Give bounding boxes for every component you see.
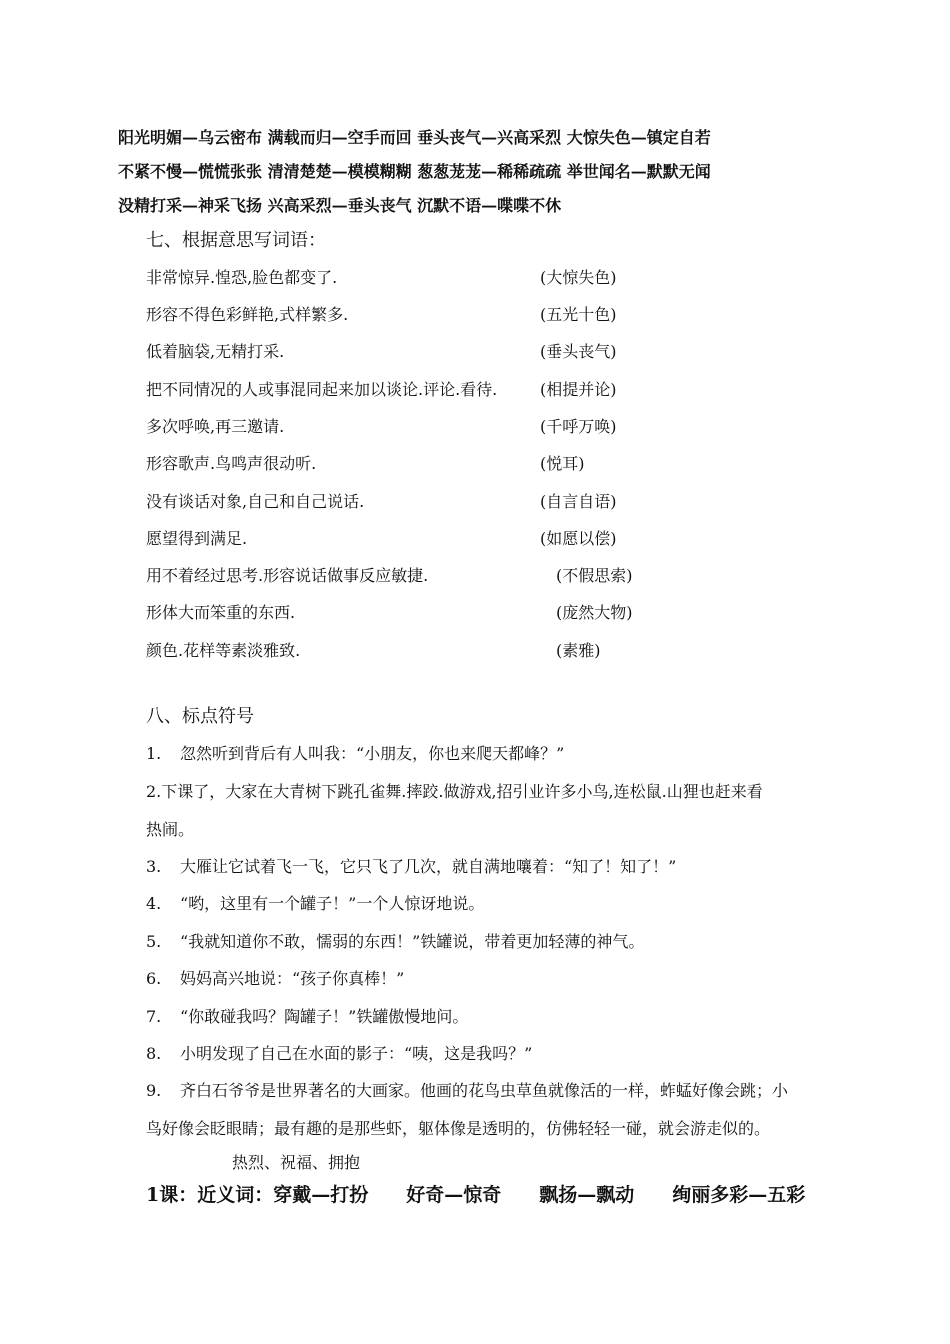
punct-item-2-cont: 热闹。 <box>146 820 195 839</box>
meaning-9: 用不着经过思考.形容说话做事反应敏捷. <box>146 566 429 585</box>
item-number: 7. <box>146 1007 162 1026</box>
item-number: 5. <box>146 932 162 951</box>
item-number: 9. <box>146 1081 162 1100</box>
antonym-line-3: 没精打采—神采飞扬 兴高采烈—垂头丧气 沉默不语—喋喋不休 <box>118 196 562 215</box>
punct-item-7 <box>146 1007 468 1027</box>
punct-item-3 <box>146 857 676 877</box>
meaning-4: 把不同情况的人或事混同起来加以谈论.评论.看待. <box>146 380 498 399</box>
item-number: 4. <box>146 894 162 913</box>
answer-7: (自言自语) <box>540 492 617 511</box>
punct-item-8 <box>146 1044 532 1064</box>
item-number: 2. <box>146 782 162 801</box>
meaning-1: 非常惊异.惶恐,脸色都变了. <box>146 268 338 287</box>
extra-words: 热烈、祝福、拥抱 <box>232 1153 361 1172</box>
meaning-8: 愿望得到满足. <box>146 529 248 548</box>
punct-item-4 <box>146 894 484 914</box>
item-text: 妈妈高兴地说：“孩子你真棒！” <box>180 969 405 988</box>
punct-item-9-cont: 鸟好像会眨眼睛；最有趣的是那些虾，躯体像是透明的，仿佛轻轻一碰，就会游走似的。 <box>146 1119 771 1138</box>
meaning-7: 没有谈话对象,自己和自己说话. <box>146 492 365 511</box>
item-text: “我就知道你不敢，懦弱的东西！”铁罐说，带着更加轻薄的神气。 <box>180 932 645 951</box>
item-number: 6. <box>146 969 162 988</box>
item-number: 8. <box>146 1044 162 1063</box>
answer-11: (素雅) <box>556 641 601 660</box>
meaning-10: 形体大而笨重的东西. <box>146 603 296 622</box>
meaning-11: 颜色.花样等素淡雅致. <box>146 641 301 660</box>
answer-2: (五光十色) <box>540 305 617 324</box>
item-text: 小明发现了自己在水面的影子：“咦，这是我吗？” <box>180 1044 533 1063</box>
punct-item-9 <box>146 1081 788 1101</box>
answer-5: (千呼万唤) <box>540 417 617 436</box>
meaning-6: 形容歌声.鸟鸣声很动听. <box>146 454 317 473</box>
answer-10: (庞然大物) <box>556 603 633 622</box>
item-number: 3. <box>146 857 162 876</box>
item-text: 齐白石爷爷是世界著名的大画家。他画的花鸟虫草鱼就像活的一样，蚱蜢好像会跳；小 <box>180 1081 789 1100</box>
meaning-3: 低着脑袋,无精打采. <box>146 342 285 361</box>
item-number: 1. <box>146 744 162 763</box>
answer-4: (相提并论) <box>540 380 617 399</box>
meaning-2: 形容不得色彩鲜艳,式样繁多. <box>146 305 349 324</box>
item-text: 忽然听到背后有人叫我：“小朋友，你也来爬天都峰？” <box>180 744 565 763</box>
answer-6: (悦耳) <box>540 454 585 473</box>
punct-item-1 <box>146 744 564 764</box>
meaning-5: 多次呼唤,再三邀请. <box>146 417 285 436</box>
punct-item-6 <box>146 969 404 989</box>
item-text: 大雁让它试着飞一飞，它只飞了几次，就自满地嚷着：“知了！知了！” <box>180 857 677 876</box>
punct-item-2 <box>146 782 763 802</box>
answer-9: (不假思索) <box>556 566 633 585</box>
item-text: “你敢碰我吗？陶罐子！”铁罐傲慢地问。 <box>180 1007 469 1026</box>
section8-title: 八、标点符号 <box>146 706 254 727</box>
section7-title: 七、根据意思写词语： <box>146 230 326 251</box>
item-text: 下课了，大家在大青树下跳孔雀舞.摔跤.做游戏,招引业许多小鸟,连松鼠.山狸也赶来看 <box>161 782 763 801</box>
answer-3: (垂头丧气) <box>540 342 617 361</box>
punct-item-5 <box>146 932 644 952</box>
lesson1-synonyms: 1课：近义词：穿戴—打扮 好奇—惊奇 飘扬—飘动 绚丽多彩—五彩 <box>146 1184 806 1206</box>
antonym-line-1: 阳光明媚—乌云密布 满载而归—空手而回 垂头丧气—兴高采烈 大惊失色—镇定自若 <box>118 128 711 147</box>
antonym-line-2: 不紧不慢—慌慌张张 清清楚楚—模模糊糊 葱葱茏茏—稀稀疏疏 举世闻名—默默无闻 <box>118 162 711 181</box>
answer-1: (大惊失色) <box>540 268 617 287</box>
item-text: “哟，这里有一个罐子！”一个人惊讶地说。 <box>180 894 485 913</box>
answer-8: (如愿以偿) <box>540 529 617 548</box>
